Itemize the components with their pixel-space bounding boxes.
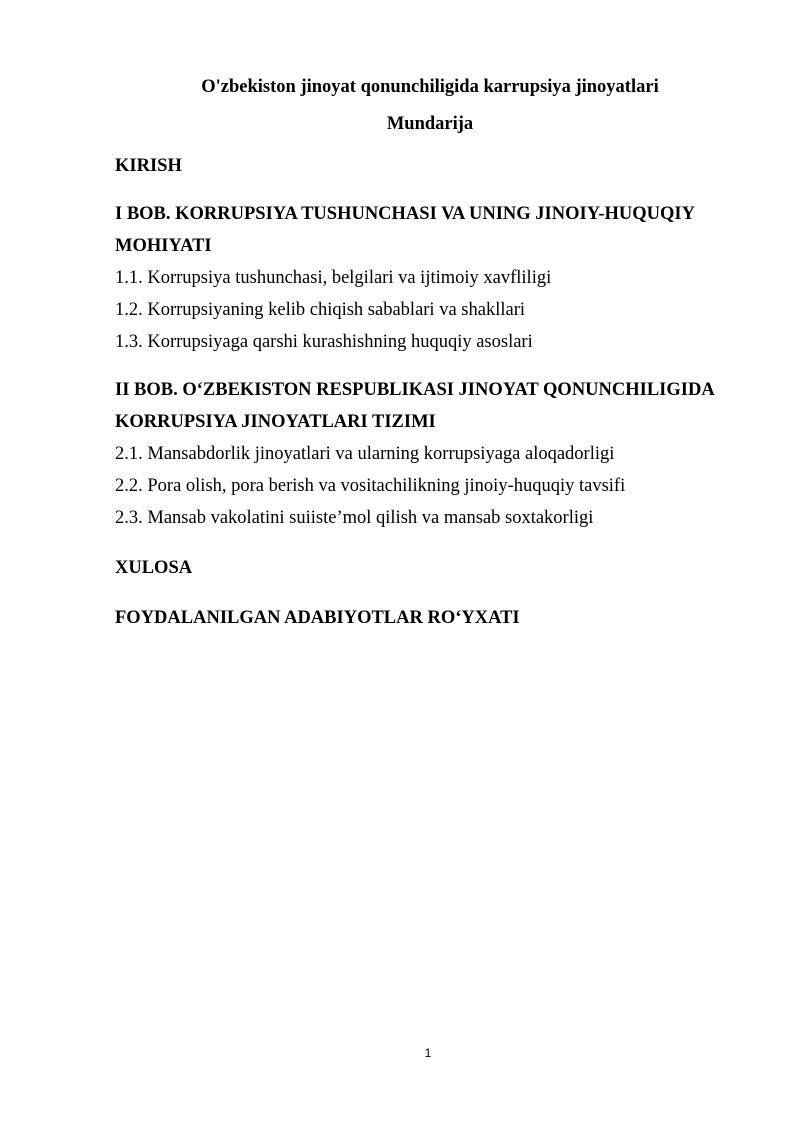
- toc-item: 1.2. Korrupsiyaning kelib chiqish sabablari va shakllari: [115, 300, 525, 320]
- document-subtitle: Mundarija: [386, 114, 474, 134]
- table-of-contents: [115, 150, 755, 634]
- page-number: 1: [424, 1046, 432, 1060]
- toc-item: 2.2. Pora olish, pora berish va vositachilikning jinoiy-huquqiy tavsifi: [115, 476, 626, 496]
- chapter-heading-line: KORRUPSIYA JINOYATLARI TIZIMI: [115, 412, 436, 432]
- toc-item: 2.3. Mansab vakolatini suiiste’mol qilish va mansab soxtakorligi: [115, 508, 594, 528]
- toc-conclusion: XULOSA: [115, 558, 193, 578]
- toc-item: 1.3. Korrupsiyaga qarshi kurashishning huquqiy asoslari: [115, 332, 533, 352]
- chapter-heading-line: I BOB. KORRUPSIYA TUSHUNCHASI VA UNING JINOIY-HUQUQIY: [115, 204, 695, 224]
- chapter-heading-line: MOHIYATI: [115, 236, 212, 256]
- toc-item: 1.1. Korrupsiya tushunchasi, belgilari va ijtimoiy xavfliligi: [115, 268, 552, 288]
- chapter-heading-line: II BOB. O‘ZBEKISTON RESPUBLIKASI JINOYAT QONUNCHILIGIDA: [115, 380, 715, 400]
- toc-chapter-1: [115, 198, 755, 358]
- toc-chapter-2: [115, 374, 755, 534]
- toc-intro: KIRISH: [115, 156, 182, 176]
- document-title: O'zbekiston jinoyat qonunchiligida karrupsiya jinoyatlari: [201, 77, 659, 97]
- toc-references: FOYDALANILGAN ADABIYOTLAR RO‘YXATI: [115, 608, 520, 628]
- toc-item: 2.1. Mansabdorlik jinoyatlari va ularning korrupsiyaga aloqadorligi: [115, 444, 615, 464]
